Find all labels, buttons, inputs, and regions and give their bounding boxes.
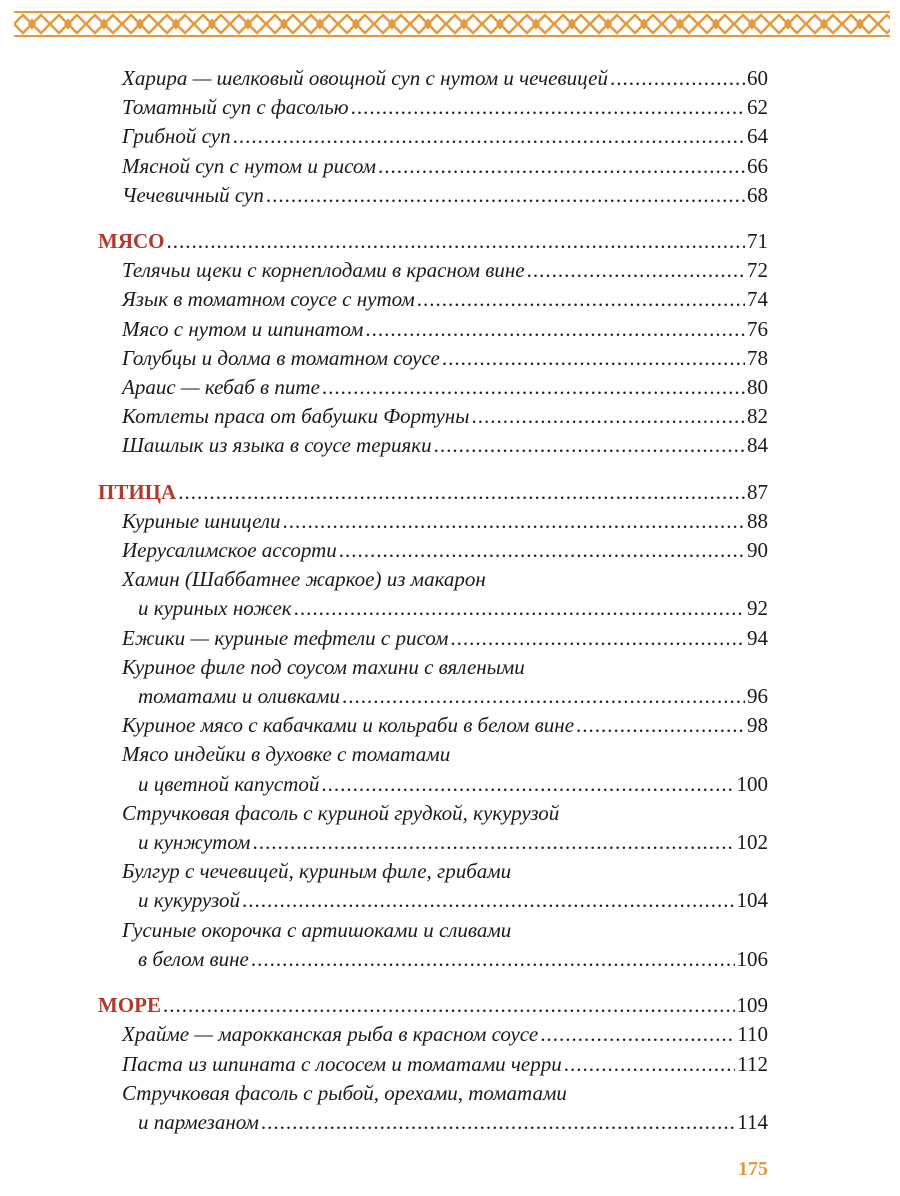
- toc-entry-line2: в белом вине ..... 106: [98, 945, 768, 974]
- toc-entry: Чечевичный суп ..... 68: [98, 181, 768, 210]
- toc-entry: Котлеты праса от бабушки Фортуны ..... 82: [98, 402, 768, 431]
- toc-entry-line1: Хамин (Шаббатнее жаркое) из макарон: [122, 567, 486, 592]
- toc-entry-line1: Гусиные окорочка с артишоками и сливами: [122, 917, 512, 942]
- section-heading-meat: МЯСО ..... 71: [98, 227, 768, 256]
- toc-entry: Язык в томатном соусе с нутом ..... 74: [98, 285, 768, 314]
- toc-entry: Храйме — марокканская рыба в красном соусе ..... 110: [98, 1020, 768, 1049]
- toc-entry: Мясо с нутом и шпинатом ..... 76: [98, 315, 768, 344]
- toc-entry: Шашлык из языка в соусе терияки ..... 84: [98, 431, 768, 460]
- toc-entry: Грибной суп ..... 64: [98, 122, 768, 151]
- toc-entry: Паста из шпината с лососем и томатами черри ..... 112: [98, 1050, 768, 1079]
- toc-entry: Харира — шелковый овощной суп с нутом и чечевицей ..... 60: [98, 64, 768, 93]
- toc-entry: Иерусалимское ассорти ..... 90: [98, 536, 768, 565]
- section-heading-sea: МОРЕ ..... 109: [98, 991, 768, 1020]
- toc-entry: Телячьи щеки с корнеплодами в красном вине ..... 72: [98, 256, 768, 285]
- toc-entry-line1: Стручковая фасоль с рыбой, орехами, томатами: [122, 1080, 567, 1105]
- toc-entry-line2: томатами и оливками ..... 96: [98, 682, 768, 711]
- toc-entry: Араис — кебаб в пите ..... 80: [98, 373, 768, 402]
- toc-entry-line2: и куриных ножек ..... 92: [98, 594, 768, 623]
- page-number: 175: [738, 1158, 768, 1180]
- toc-entry-line1: Мясо индейки в духовке с томатами: [122, 742, 451, 767]
- toc-entry: Голубцы и долма в томатном соусе ..... 78: [98, 344, 768, 373]
- toc-entry-line1: Куриное филе под соусом тахини с вялеными: [122, 654, 525, 679]
- toc-entry-line2: и кунжутом ..... 102: [98, 828, 768, 857]
- decorative-border-ornament: [14, 10, 890, 38]
- toc-entry: Куриные шницели ..... 88: [98, 507, 768, 536]
- toc-entry: Ежики — куриные тефтели с рисом ..... 94: [98, 624, 768, 653]
- toc-entry-line2: и пармезаном ..... 114: [98, 1108, 768, 1137]
- toc-entry-line2: и кукурузой ..... 104: [98, 886, 768, 915]
- toc-entry: Куриное мясо с кабачками и кольраби в белом вине ..... 98: [98, 711, 768, 740]
- toc-entry-line1: Стручковая фасоль с куриной грудкой, кукурузой: [122, 800, 560, 825]
- table-of-contents: [98, 64, 768, 1137]
- toc-entry: Мясной суп с нутом и рисом ..... 66: [98, 152, 768, 181]
- toc-entry-line2: и цветной капустой ..... 100: [98, 770, 768, 799]
- toc-entry: Томатный суп с фасолью ..... 62: [98, 93, 768, 122]
- toc-entry-line1: Булгур с чечевицей, куриным филе, грибами: [122, 859, 512, 884]
- section-heading-poultry: ПТИЦА ..... 87: [98, 478, 768, 507]
